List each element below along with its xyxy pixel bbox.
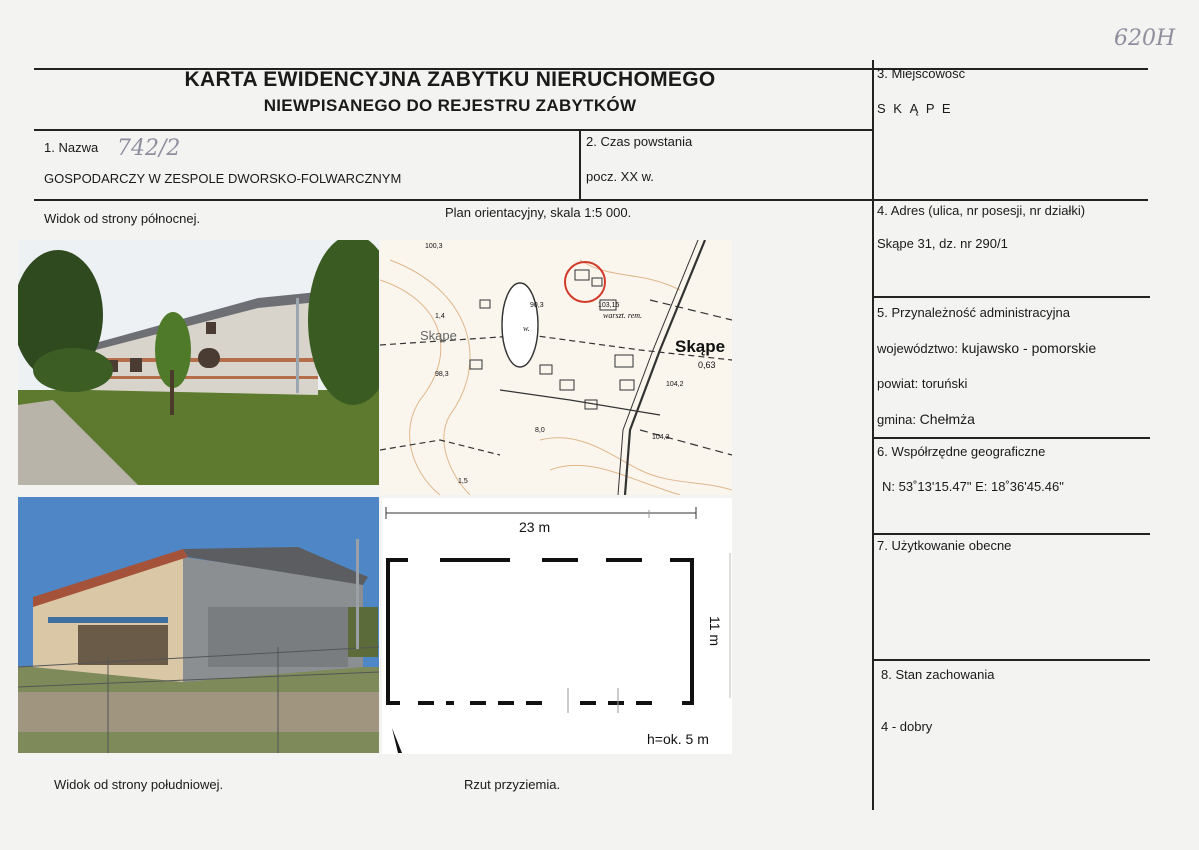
map-elevation-4: 104,2 <box>666 381 684 388</box>
usage-bottom-line <box>872 659 1150 661</box>
commune-row <box>877 411 975 427</box>
time-value: pocz. XX w. <box>586 169 654 184</box>
name-value: GOSPODARCZY W ZESPOLE DWORSKO-FOLWARCZNYM <box>44 171 402 186</box>
handwritten-inventory-number: 620H <box>1114 26 1176 51</box>
floor-plan-width-label: 23 m <box>519 519 551 535</box>
county-row <box>877 376 967 391</box>
map-village-label-left: Skąpe <box>420 328 457 343</box>
north-arrow-icon <box>392 728 402 753</box>
voivodeship-value: kujawsko - pomorskie <box>961 340 1097 356</box>
header-bottom-line <box>34 129 872 131</box>
address-label: 4. Adres (ulica, nr posesji, nr działki) <box>877 203 1086 218</box>
handwritten-name-number: 742/2 <box>117 136 181 161</box>
north-view-illustration <box>18 240 379 485</box>
admin-label: 5. Przynależność administracyjna <box>877 305 1070 320</box>
coords-label: 6. Współrzędne geograficzne <box>877 444 1046 459</box>
south-view-photo <box>18 497 379 753</box>
address-bottom-line <box>872 296 1150 298</box>
document-title: KARTA EWIDENCYJNA ZABYTKU NIERUCHOMEGO <box>184 68 716 91</box>
map-caption: Plan orientacyjny, skala 1:5 000. <box>445 205 632 220</box>
map-workshop-label: warszt. rem. <box>603 311 643 320</box>
ground-floor-plan <box>382 498 732 754</box>
commune-label: gmina: <box>877 412 917 427</box>
map-elevation-2: 90,3 <box>530 302 544 309</box>
name-label: 1. Nazwa <box>44 140 99 155</box>
south-view-caption: Widok od strony południowej. <box>54 777 224 792</box>
admin-bottom-line <box>872 437 1150 439</box>
county-value: toruński <box>921 376 968 391</box>
usage-label: 7. Użytkowanie obecne <box>877 538 1012 553</box>
map-elevation-8: 8,0 <box>535 427 545 434</box>
floor-plan-depth-label: 11 m <box>707 616 723 647</box>
condition-label: 8. Stan zachowania <box>881 667 995 682</box>
map-road-code: 0,63 <box>698 360 716 370</box>
document-subtitle: NIEWPISANEGO DO REJESTRU ZABYTKÓW <box>263 96 637 115</box>
floor-plan-height-label: h=ok. 5 m <box>647 731 709 747</box>
commune-value: Chełmża <box>919 411 975 427</box>
locality-value: S K Ą P E <box>877 101 953 116</box>
map-village-label-right: Skąpe <box>675 337 726 356</box>
locality-label: 3. Miejscowość <box>877 66 966 81</box>
name-row-bottom-line <box>34 199 1148 201</box>
coords-bottom-line <box>872 533 1150 535</box>
map-elevation-6: 98,3 <box>435 371 449 378</box>
address-value: Skąpe 31, dz. nr 290/1 <box>877 236 1008 251</box>
map-elevation-3: 103,15 <box>598 302 620 309</box>
condition-value: 4 - dobry <box>881 719 933 734</box>
name-time-divider <box>579 129 581 199</box>
map-lake-label: w. <box>523 324 530 333</box>
right-column-divider <box>872 60 874 810</box>
map-elevation-7: 1,5 <box>458 478 468 485</box>
ground-plan-caption: Rzut przyziemia. <box>464 777 561 792</box>
coords-value: N: 53˚13'15.47" E: 18˚36'45.46" <box>882 479 1064 494</box>
map-elevation-5: 104,3 <box>652 434 670 441</box>
county-label: powiat: <box>877 376 919 391</box>
building-outline <box>388 560 692 703</box>
time-label: 2. Czas powstania <box>586 134 693 149</box>
north-view-caption: Widok od strony północnej. <box>44 211 201 226</box>
floor-plan-drawing <box>382 498 732 754</box>
voivodeship-label: województwo: <box>877 341 958 356</box>
voivodeship-row <box>877 340 1096 356</box>
orientation-map <box>380 240 732 495</box>
orientation-map-illustration <box>380 240 732 495</box>
map-elevation-1: 100,3 <box>425 243 443 250</box>
map-elevation-9: 1,4 <box>435 313 445 320</box>
south-view-illustration <box>18 497 379 753</box>
north-view-photo <box>18 240 379 485</box>
